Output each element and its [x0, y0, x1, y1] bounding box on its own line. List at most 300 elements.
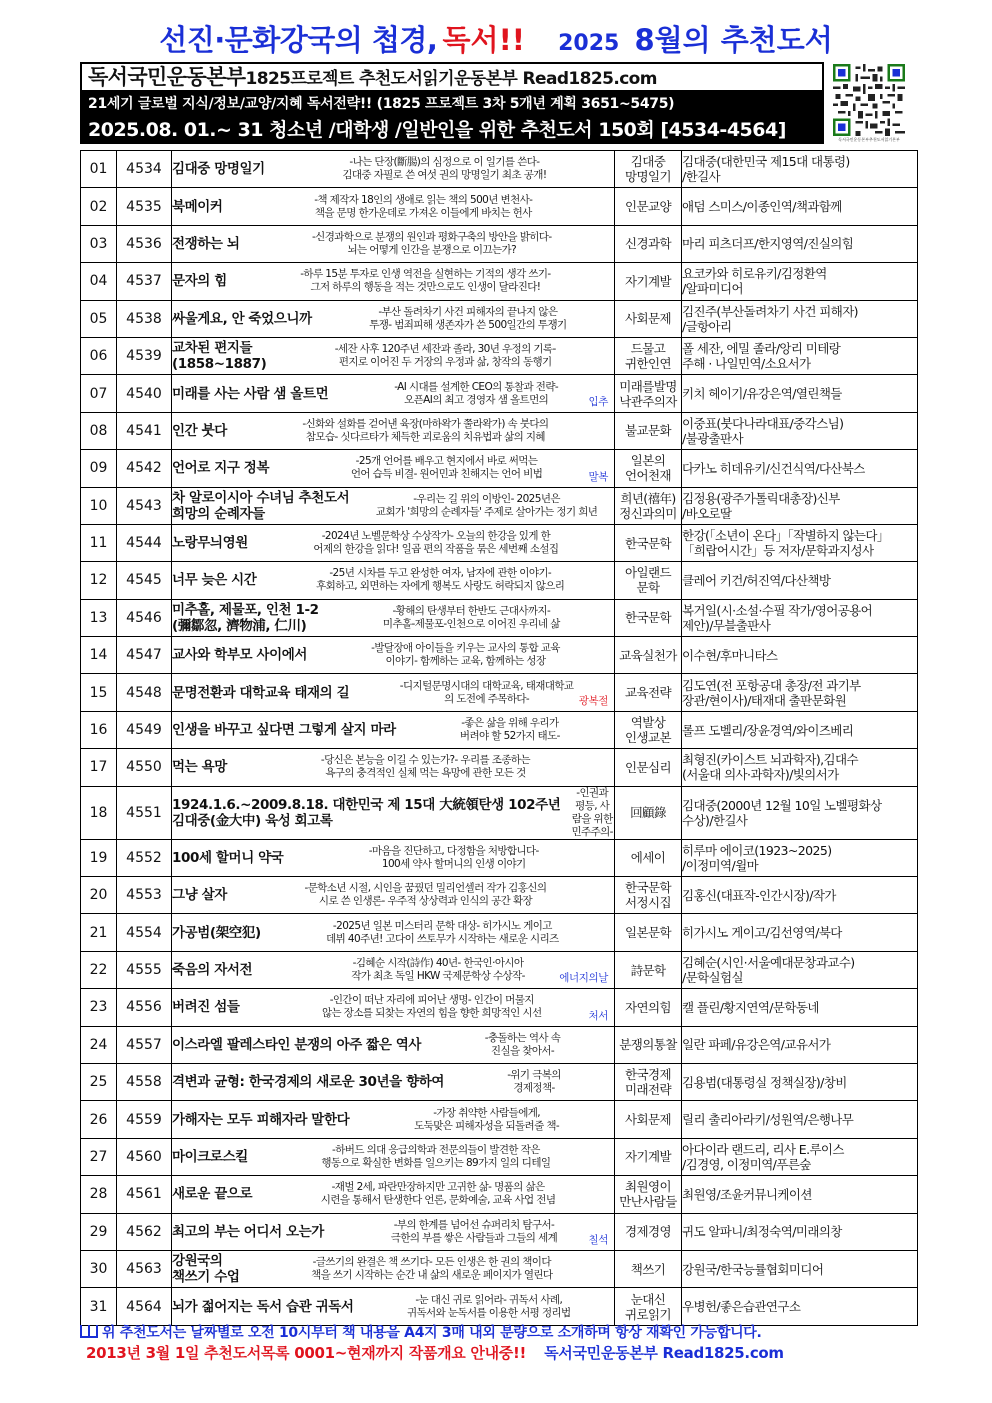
row-number: 21 — [81, 914, 117, 951]
book-title[interactable]: 이스라엘 팔레스타인 분쟁의 아주 짧은 역사 — [172, 1036, 422, 1053]
book-title-cell — [172, 711, 615, 748]
book-serial: 4564 — [117, 1288, 172, 1325]
book-author — [682, 749, 918, 786]
book-serial: 4543 — [117, 487, 172, 524]
book-category — [615, 412, 682, 449]
book-title[interactable]: 전쟁하는 뇌 — [172, 235, 240, 252]
book-author-text: 김용범(대통령실 정책실장)/창비 — [682, 1074, 847, 1090]
book-title[interactable]: 먹는 욕망 — [172, 759, 227, 776]
book-author — [682, 1138, 918, 1175]
table-row[interactable] — [81, 839, 918, 876]
book-category — [615, 375, 682, 412]
book-title[interactable]: 김대중 망명일기 — [172, 161, 265, 178]
book-author-text: 김홍신(대표작-인간시장)/작가 — [682, 887, 836, 903]
book-author-text: 히루마 에이코(1923~2025) /이정미역/윌마 — [682, 842, 832, 873]
book-title-cell — [172, 786, 615, 839]
book-author-text: 폴 세잔, 에밀 졸라/앙리 미테랑 주해 · 나일민역/소요서가 — [682, 341, 841, 372]
book-description: -좋은 삶을 위해 우리가 버려야 할 52가지 태도- — [459, 717, 560, 743]
book-author — [682, 914, 918, 951]
book-author-text: 최원영/조윤커뮤니케이션 — [682, 1186, 812, 1202]
book-category-text: 일본문학 — [625, 925, 671, 941]
book-serial: 4541 — [117, 412, 172, 449]
book-title-cell — [172, 839, 615, 876]
book-title-cell — [172, 1101, 615, 1138]
calendar-note: 칠석 — [588, 1233, 608, 1246]
qr-caption: 독서국민운동본부추천도서읽기본부 — [838, 137, 900, 142]
book-author — [682, 1288, 918, 1325]
book-author — [682, 188, 918, 225]
book-author — [682, 1213, 918, 1250]
book-author — [682, 1101, 918, 1138]
book-category-text: 詩문학 — [630, 962, 666, 978]
row-number: 17 — [81, 749, 117, 786]
book-serial: 4551 — [117, 786, 172, 839]
table-row[interactable] — [81, 151, 918, 188]
book-title-cell — [172, 151, 615, 188]
book-author — [682, 1176, 918, 1213]
book-category-text: 인문교양 — [625, 199, 671, 215]
book-author — [682, 151, 918, 188]
page-title — [0, 18, 992, 59]
book-title-cell — [172, 337, 615, 374]
book-category — [615, 300, 682, 337]
row-number: 19 — [81, 839, 117, 876]
book-title-cell — [172, 951, 615, 988]
header-strategy: 21세기 글로벌 지식/정보/교양/지혜 독서전략!! (1825 프로젝트 3차 5개년 계획 3651~5475) — [80, 92, 824, 116]
book-description: -디지털문명시대의 대학교육, 태재대학교 의 도전에 주목하다- — [399, 679, 574, 705]
table-row[interactable] — [81, 412, 918, 449]
book-title-cell — [172, 599, 615, 636]
book-serial: 4548 — [117, 674, 172, 711]
book-author-text: 복거일(시·소설·수필 작가/영어공용어 제안)/무블출판사 — [682, 602, 873, 633]
table-row[interactable] — [81, 263, 918, 300]
book-description: -마음을 진단하고, 다정함을 처방합니다- 100세 약사 할머니의 인생 이야기 — [368, 844, 539, 870]
calendar-note: 입추 — [588, 395, 608, 408]
book-author — [682, 300, 918, 337]
book-serial: 4539 — [117, 337, 172, 374]
title-main: 선진·문화강국의 첩경, — [159, 23, 438, 57]
book-author-text: 최형진(카이스트 뇌과학자),김대수 (서울대 의사·과학자)/빛의서가 — [682, 752, 858, 783]
row-number: 25 — [81, 1063, 117, 1100]
book-category — [615, 524, 682, 561]
book-author — [682, 1026, 918, 1063]
book-author-text: 김진주(부산돌려차기 사건 피해자) /글항아리 — [682, 303, 858, 334]
book-category-text: 한국문학 — [625, 535, 671, 551]
book-title[interactable]: 그냥 살자 — [172, 887, 227, 904]
book-title[interactable]: 최고의 부는 어디서 오는가 — [172, 1223, 324, 1240]
title-month: 8월의 추천도서 — [634, 23, 833, 57]
header-project: 1825프로젝트 추천도서읽기운동본부 Read1825.com — [245, 69, 657, 89]
book-author-text: 아다이라 랜드리, 리사 E.루이스 /김경영, 이정미역/푸른숲 — [682, 1141, 844, 1172]
book-category-text: 불교문화 — [625, 423, 671, 439]
book-title[interactable]: 북메이커 — [172, 198, 223, 215]
row-number: 27 — [81, 1138, 117, 1175]
book-category-text: 희년(禧年) 정신과의미 — [619, 490, 677, 521]
header-org-row — [80, 62, 824, 92]
book-category — [615, 989, 682, 1026]
footer-brand-link[interactable]: 독서국민운동본부 Read1825.com — [544, 1344, 784, 1362]
book-author — [682, 877, 918, 914]
table-row[interactable] — [81, 914, 918, 951]
book-description: -25년 시차를 두고 완성한 여자, 남자에 관한 이야기- 후회하고, 외면하는 자에게 행복도 사랑도 허락되지 않으리 — [316, 567, 565, 593]
book-title-cell — [172, 562, 615, 599]
book-category-text: 신경과학 — [625, 236, 671, 252]
book-title[interactable]: 가공범(架空犯) — [172, 924, 261, 941]
book-description: -글쓰기의 완결은 책 쓰기다- 모든 인생은 한 권의 책이다 책을 쓰기 시작하는 순간 내 삶의 새로운 페이지가 열린다 — [311, 1256, 553, 1282]
book-title[interactable]: 격변과 균형: 한국경제의 새로운 30년을 향하여 — [172, 1074, 445, 1091]
book-category — [615, 562, 682, 599]
book-author — [682, 375, 918, 412]
book-category-text: 아일랜드 문학 — [625, 565, 671, 596]
book-author — [682, 637, 918, 674]
row-number: 07 — [81, 375, 117, 412]
book-author-text: 클레어 키건/허진역/다산책방 — [682, 572, 831, 588]
table-row[interactable] — [81, 225, 918, 262]
table-row[interactable] — [81, 1138, 918, 1175]
book-serial: 4557 — [117, 1026, 172, 1063]
book-description: -신화와 설화를 걷어낸 육장(마하왁가 쭐라왁가) 속 붓다의 참모습- 싯다르타가 체득한 괴로움의 치유법과 삶의 지혜 — [302, 417, 549, 443]
book-description: -충돌하는 역사 속 진실을 찾아서- — [484, 1031, 561, 1057]
book-author — [682, 599, 918, 636]
book-description: -나는 단장(斷腸)의 심정으로 이 일기를 쓴다- 김대중 자필로 쓴 여섯 권의 망명일기 최초 공개! — [342, 156, 547, 182]
book-serial: 4553 — [117, 877, 172, 914]
book-title[interactable]: 너무 늦은 시간 — [172, 572, 257, 589]
book-title[interactable]: 미추홀, 제물포, 인천 1-2 (彌鄒忽, 濟物浦, 仁川) — [172, 601, 319, 634]
book-author — [682, 674, 918, 711]
book-author — [682, 337, 918, 374]
book-title-cell — [172, 877, 615, 914]
book-serial: 4534 — [117, 151, 172, 188]
book-category-text: 자연의힘 — [625, 999, 671, 1015]
book-category — [615, 674, 682, 711]
table-row[interactable] — [81, 375, 918, 412]
table-row[interactable] — [81, 637, 918, 674]
book-title[interactable]: 미래를 사는 사람 샘 올트먼 — [172, 385, 329, 402]
book-title[interactable]: 언어로 지구 정복 — [172, 460, 270, 477]
book-title-cell — [172, 1288, 615, 1325]
calendar-note: 광복절 — [578, 694, 608, 707]
book-description: -세잔 사후 120주년 세잔과 졸라, 30년 우정의 기록- 편지로 이어진 두 거장의 우정과 삶, 창작의 동행기 — [334, 343, 556, 369]
book-serial: 4559 — [117, 1101, 172, 1138]
book-author-text: 키치 헤이기/유강은역/열린책들 — [682, 386, 842, 402]
title-year: 2025 — [558, 31, 620, 56]
book-category-text: 분쟁의통찰 — [619, 1037, 677, 1053]
row-number: 14 — [81, 637, 117, 674]
book-serial: 4537 — [117, 263, 172, 300]
row-number: 12 — [81, 562, 117, 599]
header-org: 독서국민운동본부 — [88, 65, 246, 89]
book-title[interactable]: 인간 붓다 — [172, 422, 227, 439]
book-category-text: 에세이 — [630, 850, 666, 866]
book-description: -가장 취약한 사람들에게, 도둑맞은 피해자성을 되돌려줄 책- — [414, 1106, 560, 1132]
book-description: -위기 극복의 경제정책- — [507, 1069, 561, 1095]
book-serial: 4558 — [117, 1063, 172, 1100]
book-category — [615, 151, 682, 188]
row-number: 04 — [81, 263, 117, 300]
book-author — [682, 263, 918, 300]
book-author — [682, 786, 918, 839]
book-title[interactable]: 뇌가 젊어지는 독서 습관 귀독서 — [172, 1298, 354, 1315]
book-title-cell — [172, 412, 615, 449]
book-category — [615, 263, 682, 300]
book-title-cell — [172, 749, 615, 786]
book-author-text: 마리 피츠더프/한지영역/진실의힘 — [682, 236, 854, 252]
row-number: 10 — [81, 487, 117, 524]
book-category-text: 한국경제 미래전략 — [625, 1067, 671, 1098]
row-number: 26 — [81, 1101, 117, 1138]
table-row[interactable] — [81, 188, 918, 225]
book-category-text: 한국문학 서정시집 — [625, 880, 671, 911]
book-title-cell — [172, 375, 615, 412]
book-author — [682, 412, 918, 449]
book-category-text: 최원영이 만난사람들 — [619, 1179, 677, 1210]
book-author-text: 김도연(전 포항공대 총장/전 과기부 장관/현이사)/태재대 출판문화원 — [682, 677, 861, 708]
book-category-text: 경제경영 — [625, 1224, 671, 1240]
book-author-text: 이중표(붓다나라대표/중각스님) /불광출판사 — [682, 415, 844, 446]
book-serial: 4540 — [117, 375, 172, 412]
book-author-text: 캘 플린/황지연역/문학동네 — [682, 999, 819, 1015]
book-description: -당신은 본능을 이길 수 있는가?- 우리를 조종하는 욕구의 충격적인 실체 먹는 욕망에 관한 모든 것 — [320, 754, 530, 780]
book-serial: 4535 — [117, 188, 172, 225]
book-category-text: 김대중 망명일기 — [625, 154, 671, 185]
book-description: -AI 시대를 설계한 CEO의 통찰과 전략- 오픈AI의 최고 경영자 샘 올트먼의 — [394, 380, 559, 406]
book-title-cell — [172, 450, 615, 487]
calendar-note: 말복 — [588, 470, 608, 483]
book-title[interactable]: 100세 할머니 약국 — [172, 849, 284, 866]
book-author-text: 히가시노 게이고/김선영역/북다 — [682, 925, 842, 941]
row-number: 31 — [81, 1288, 117, 1325]
book-author — [682, 225, 918, 262]
table-row[interactable] — [81, 1250, 918, 1287]
row-number: 11 — [81, 524, 117, 561]
book-serial: 4556 — [117, 989, 172, 1026]
book-category — [615, 487, 682, 524]
book-category — [615, 337, 682, 374]
book-title[interactable]: 문명전환과 대학교육 태재의 길 — [172, 684, 350, 701]
book-title[interactable]: 마이크로스킬 — [172, 1148, 248, 1165]
book-title-cell — [172, 1250, 615, 1287]
book-description: -우리는 길 위의 이방인- 2025년은 교회가 '희망의 순례자들' 주제로 살아가는 정기 희년 — [375, 492, 598, 518]
book-author-text: 한강(「소년이 온다」「작별하지 않는다」 「희랍어시간」등 저자/문학과지성사 — [682, 528, 889, 559]
book-category — [615, 225, 682, 262]
book-serial: 4561 — [117, 1176, 172, 1213]
title-emphasis: 독서!! — [442, 23, 526, 57]
book-title-cell — [172, 989, 615, 1026]
book-serial: 4545 — [117, 562, 172, 599]
book-author-text: 김혜순(시인·서울예대문창과교수) /문학실험실 — [682, 955, 855, 985]
row-number: 29 — [81, 1213, 117, 1250]
book-author — [682, 524, 918, 561]
table-row[interactable] — [81, 951, 918, 988]
row-number: 30 — [81, 1250, 117, 1287]
book-category-text: 책쓰기 — [630, 1261, 666, 1277]
book-category — [615, 1101, 682, 1138]
book-title[interactable]: 버려진 섬들 — [172, 999, 240, 1016]
book-description: -김혜순 시작(詩作) 40년- 한국인·아시아 작가 최초 독일 HKW 국제문학상 수상작- — [351, 957, 525, 982]
book-author — [682, 839, 918, 876]
footer-note — [80, 1322, 762, 1342]
book-category-text: 교육전략 — [625, 685, 671, 701]
table-row[interactable] — [81, 1213, 918, 1250]
book-category — [615, 1138, 682, 1175]
book-title[interactable]: 문자의 힘 — [172, 273, 227, 290]
book-title-cell — [172, 225, 615, 262]
book-category — [615, 1288, 682, 1325]
book-author-text: 일란 파페/유강은역/교유서가 — [682, 1037, 831, 1053]
book-category-text: 자기계발 — [625, 273, 671, 289]
book-title[interactable]: 차 알로이시아 수녀님 추천도서 희망의 순례자들 — [172, 489, 350, 522]
book-author — [682, 989, 918, 1026]
book-author-text: 김정용(광주가톨릭대총장)신부 /바오로딸 — [682, 490, 840, 521]
book-serial: 4562 — [117, 1213, 172, 1250]
book-title[interactable]: 교사와 학부모 사이에서 — [172, 647, 308, 664]
book-author-text: 롤프 도벨리/장윤경역/와이즈베리 — [682, 722, 854, 738]
book-serial: 4536 — [117, 225, 172, 262]
book-table — [80, 150, 918, 1326]
book-author-text: 김대중(2000년 12월 10일 노벨평화상 수상)/한길사 — [682, 797, 882, 828]
row-number: 13 — [81, 599, 117, 636]
book-description: -책 제작자 18인의 생애로 읽는 책의 500년 변천사- 책을 문명 한가운데로 가져온 이들에게 바치는 헌사 — [314, 193, 533, 219]
book-category-text: 사회문제 — [625, 311, 671, 327]
table-row[interactable] — [81, 749, 918, 786]
table-row[interactable] — [81, 1063, 918, 1100]
book-title-cell — [172, 674, 615, 711]
book-title-cell — [172, 524, 615, 561]
book-serial: 4550 — [117, 749, 172, 786]
book-category-text: 回顧錄 — [630, 805, 666, 821]
row-number: 03 — [81, 225, 117, 262]
row-number: 16 — [81, 711, 117, 748]
row-number: 28 — [81, 1176, 117, 1213]
book-icon — [80, 1325, 98, 1338]
book-author-text: 애덤 스미스/이종인역/책과함께 — [682, 199, 842, 215]
book-title[interactable]: 싸울게요, 안 죽었으니까 — [172, 310, 312, 327]
book-title-cell — [172, 188, 615, 225]
table-row[interactable] — [81, 674, 918, 711]
book-category — [615, 951, 682, 988]
table-row[interactable] — [81, 1288, 918, 1325]
book-category — [615, 188, 682, 225]
book-author — [682, 711, 918, 748]
book-author-text: 우병헌/좋은습관연구소 — [682, 1299, 801, 1315]
book-category — [615, 914, 682, 951]
book-title[interactable]: 노랑무늬영원 — [172, 535, 248, 552]
book-title-cell — [172, 1213, 615, 1250]
row-number: 24 — [81, 1026, 117, 1063]
book-title-cell — [172, 1138, 615, 1175]
book-title[interactable]: 새로운 끝으로 — [172, 1186, 253, 1203]
book-category — [615, 1063, 682, 1100]
book-serial: 4555 — [117, 951, 172, 988]
book-author-text: 다카노 히데유키/신건식역/다산북스 — [682, 460, 865, 476]
book-category — [615, 786, 682, 839]
book-category-text: 사회문제 — [625, 1112, 671, 1128]
book-title[interactable]: 가해자는 모두 피해자라 말한다 — [172, 1111, 350, 1128]
book-category-text: 역발상 인생교본 — [625, 715, 671, 746]
book-serial: 4549 — [117, 711, 172, 748]
row-number: 08 — [81, 412, 117, 449]
header-banner — [80, 62, 824, 144]
book-title[interactable]: 인생을 바꾸고 싶다면 그렇게 살지 마라 — [172, 722, 396, 739]
book-category — [615, 450, 682, 487]
book-author-text: 이수현/후마니타스 — [682, 647, 778, 663]
book-category — [615, 1176, 682, 1213]
book-category — [615, 839, 682, 876]
book-description: -2024년 노벨문학상 수상작가- 오늘의 한강을 있게 한 어제의 한강을 읽다! 일곱 편의 작품을 묶은 세번째 소설집 — [313, 530, 559, 556]
row-number: 22 — [81, 951, 117, 988]
table-row[interactable] — [81, 562, 918, 599]
book-description: -황해의 탄생부터 한반도 근대사까지- 미추홀-제물포-인천으로 이어진 우리네 삶 — [382, 604, 560, 630]
book-category-text: 일본의 언어천재 — [625, 453, 671, 484]
book-title[interactable]: 1924.1.6.~2009.8.18. 대한민국 제 15대 大統領탄생 102주년 김대중(金大中) 육성 회고록 — [172, 796, 561, 829]
book-category — [615, 711, 682, 748]
book-category — [615, 749, 682, 786]
book-category-text: 드물고 귀한인연 — [625, 341, 671, 372]
book-author — [682, 1063, 918, 1100]
row-number: 18 — [81, 786, 117, 839]
table-row[interactable] — [81, 711, 918, 748]
book-category — [615, 599, 682, 636]
table-row[interactable] — [81, 450, 918, 487]
book-category — [615, 1250, 682, 1287]
book-category-text: 교육실천가 — [619, 647, 677, 663]
footer-line1: 위 추천도서는 날짜별로 오전 10시부터 책 내용을 A4지 3매 내외 분량으로 소개하며 항상 재확인 가능합니다. — [102, 1325, 762, 1341]
book-title-cell — [172, 263, 615, 300]
book-serial: 4560 — [117, 1138, 172, 1175]
book-author — [682, 562, 918, 599]
book-author-text: 귀도 알파니/최정숙역/미래의창 — [682, 1224, 842, 1240]
book-serial: 4563 — [117, 1250, 172, 1287]
book-category — [615, 877, 682, 914]
table-row[interactable] — [81, 300, 918, 337]
table-row[interactable] — [81, 337, 918, 374]
row-number: 05 — [81, 300, 117, 337]
row-number: 20 — [81, 877, 117, 914]
calendar-note: 처서 — [588, 1009, 608, 1022]
book-category-text: 눈대신 귀로읽기 — [625, 1291, 671, 1322]
table-row[interactable] — [81, 1176, 918, 1213]
book-title-cell — [172, 1063, 615, 1100]
book-title[interactable]: 강원국의 책쓰기 수업 — [172, 1253, 240, 1286]
table-row[interactable] — [81, 1026, 918, 1063]
book-title-cell — [172, 487, 615, 524]
book-category — [615, 1026, 682, 1063]
book-author — [682, 951, 918, 988]
book-description: -인권과 평등, 사람을 위한 민주주의- — [571, 786, 613, 838]
book-title[interactable]: 죽음의 자서전 — [172, 962, 253, 978]
footer-line2: 2013년 3월 1일 추천도서목록 0001~현재까지 작품개요 안내중!! — [86, 1344, 527, 1362]
book-title[interactable]: 교차된 편지들 (1858~1887) — [172, 340, 267, 373]
book-author-text: 강원국/한국능률협회미디어 — [682, 1261, 824, 1277]
book-description: -하루 15분 투자로 인생 역전을 실현하는 기적의 생각 쓰기- 그저 하루의 행동을 적는 것만으로도 인생이 달라진다! — [300, 268, 551, 294]
book-description: -부의 한계를 넘어선 슈퍼리치 탐구서- 극한의 부를 쌓은 사람들과 그들의 세계 — [390, 1218, 558, 1244]
book-serial: 4544 — [117, 524, 172, 561]
book-category-text: 미래를발명 낙관주의자 — [619, 378, 677, 409]
table-row[interactable] — [81, 989, 918, 1026]
table-row[interactable] — [81, 599, 918, 636]
book-author-text: 요코카와 히로유키/김정환역 /알파미디어 — [682, 266, 827, 297]
book-description: -25개 언어를 배우고 현지에서 바로 써먹는 언어 습득 비결- 원어민과 친해지는 언어 비법 — [350, 455, 543, 481]
qr-code-icon[interactable] — [833, 64, 905, 136]
book-author-text: 릴리 출리아라키/성원역/은행나무 — [682, 1112, 854, 1128]
table-row[interactable] — [81, 487, 918, 524]
calendar-note: 에너지의날 — [559, 972, 608, 985]
table-row[interactable] — [81, 1101, 918, 1138]
row-number: 15 — [81, 674, 117, 711]
table-row[interactable] — [81, 877, 918, 914]
table-row[interactable] — [81, 786, 918, 839]
table-row[interactable] — [81, 524, 918, 561]
